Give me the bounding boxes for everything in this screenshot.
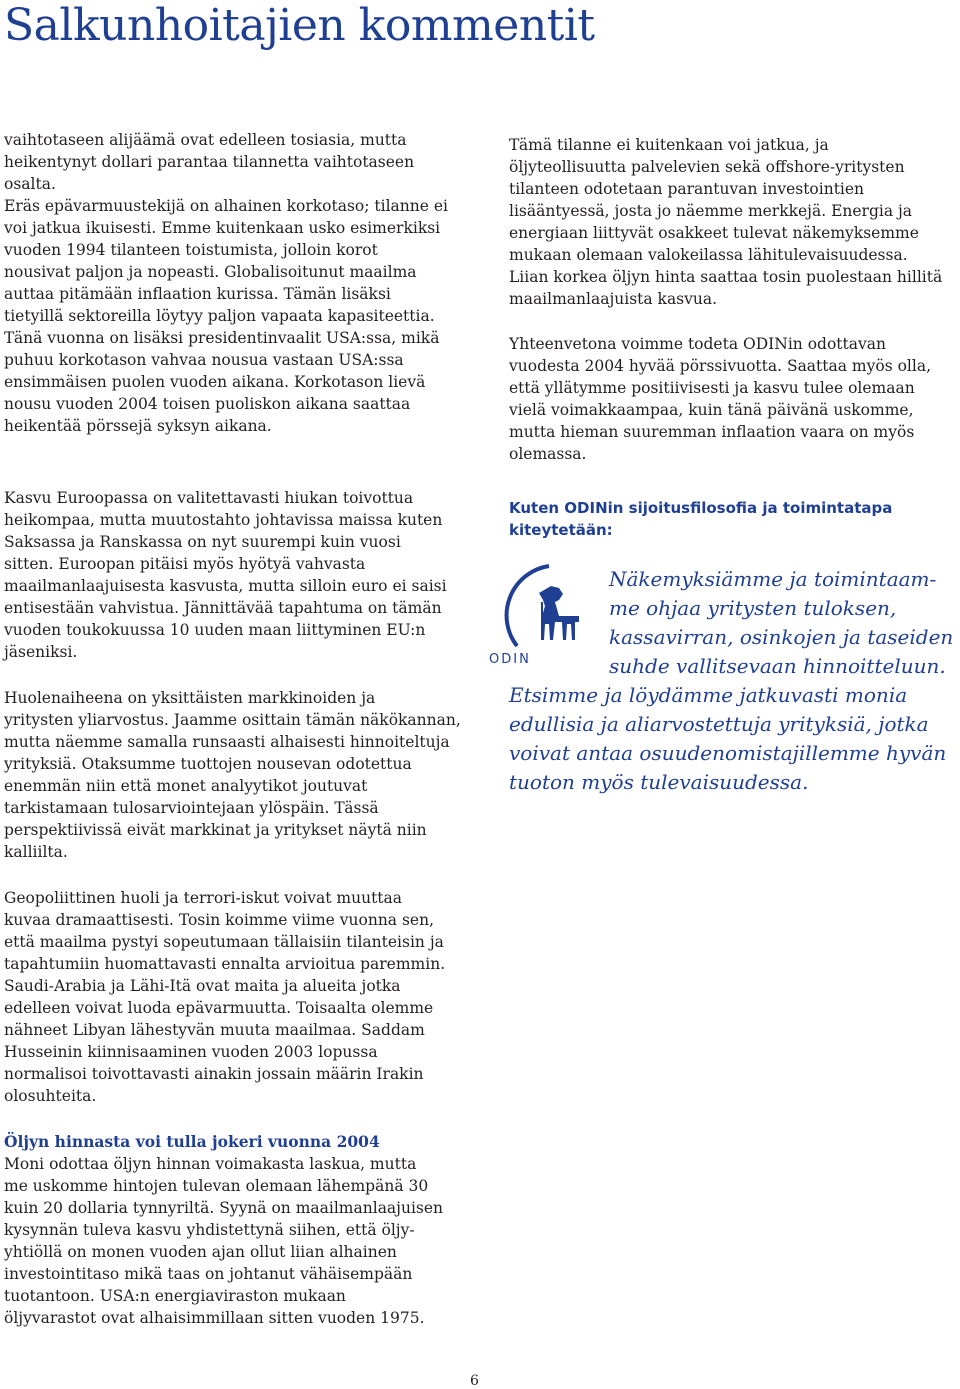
left-section-oil: Öljyn hinnasta voi tulla jokeri vuonna 2004 Moni odottaa öljyn hinnan voimakasta laskua, mutta me uskomme hintojen tulevan olemaan lähempänä 30 kuin 20 dollaria tynnyriltä. Syynä on maailmanlaajuisen kysynnän tuleva kasvu yhdistettynä siihen, että öljy- yhtiöllä on monen vuoden ajan ollut liian alhainen investointitaso mikä taas on johtanut vähäisempään tuotantoon. USA:n energiaviraston mukaan öljyvarastot ovat alhaisimmillaan sitten vuoden 1975. [4, 1131, 474, 1329]
section-heading: Öljyn hinnasta voi tulla jokeri vuonna 2004 [4, 1132, 380, 1151]
page-number: 6 [470, 1373, 479, 1389]
odin-logo [489, 558, 599, 668]
left-paragraph-5: Geopoliittinen huoli ja terrori-iskut voivat muuttaa kuvaa dramaattisesti. Tosin koimme viime vuonna sen, että maailma pystyi sopeutumaan tällaisiin tilanteisin ja tapahtumiin huomattavasti ennalta arvioitua paremmin. Saudi-Arabia ja Lähi-Itä ovat maita ja alueita jotka edelleen voivat luoda epävarmuutta. Toisaalta olemme nähneet Libyan lähestyvän muuta maailmaa. Saddam Husseinin kiinnisaaminen vuoden 2003 lopussa normalisoi toivottavasti ainakin jossain määrin Irakin olosuhteita. [4, 889, 446, 1105]
left-paragraph-2: Eräs epävarmuustekijä on alhainen korkotaso; tilanne ei voi jatkua ikuisesti. Emme kuitenkaan usko esimerkiksi vuoden 1994 tilanteen toistumista, jolloin korot nousivat paljon ja nopeasti. Globalisoitunut maailma auttaa pitämään inflaation kurissa. Tämän lisäksi tietyillä sektoreilla löytyy paljon vapaata kapasiteettia. Tänä vuonna on lisäksi presidentinvaalit USA:ssa, mikä puhuu korkotason vahvaa nousua vastaan USA:ssa ensimmäisen puolen vuoden aikana. Korkotason lievä nousu vuoden 2004 toisen puoliskon aikana saattaa heikentää pörssejä syksyn aikana. [4, 197, 448, 435]
right-paragraph-2: Yhteenvetona voimme todeta ODINin odottavan vuodesta 2004 hyvää pörssivuotta. Saattaa myös olla, että yllätymme positiivisesti ja kasvu tulee olemaan vielä voimakkaampaa, kuin tänä päivänä uskomme, mutta hieman suuremman inflaation vaara on myös olemassa. [509, 335, 931, 463]
philosophy-heading: Kuten ODINin sijoitusfilosofia ja toimintatapa kiteytetään: [509, 499, 893, 539]
left-paragraph-1: vaihtotaseen alijäämä ovat edelleen tosiasia, mutta heikentynyt dollari parantaa tilannetta vaihtotaseen osalta. [4, 131, 415, 193]
left-paragraph-4: Huolenaiheena on yksittäisten markkinoiden ja yritysten yliarvostus. Jaamme osittain tämän näkökannan, mutta näemme samalla runsaasti alhaisesti hinnoiteltuja yrityksiä. Otaksumme tuottojen nousevan odotettua enemmän niin että monet analyytikot joutuvat tarkistamaan tulosarviointejaan ylöspäin. Tässä perspektiivissä eivät markkinat ja yritykset näytä niin kalliilta. [4, 689, 461, 861]
left-paragraph-3: Kasvu Euroopassa on valitettavasti hiukan toivottua heikompaa, mutta muutostahto johtavissa maissa kuten Saksassa ja Ranskassa on nyt suurempi kuin vuosi sitten. Euroopan pitäisi myös hyötyä vahvasta maailmanlaajuisesta kasvusta, mutta silloin euro ei saisi entisestään vahvistua. Jännittävää tapahtuma on tämän vuoden toukokuussa 10 uuden maan liittyminen EU:n jäseniksi. [4, 489, 447, 661]
right-paragraph-1: Tämä tilanne ei kuitenkaan voi jatkua, ja öljyteollisuutta palvelevien sekä offshore-yritysten tilanteen odotetaan parantuvan investointien lisääntyessä, josta jo näemme merkkejä. Energia ja energiaan liittyvät osakkeet tulevat näkemyksemme mukaan olemaan valokeilassa lähitulevaisuudessa. Liian korkea öljyn hinta saattaa tosin puolestaan hillitä maailmanlaajuista kasvua. [509, 136, 943, 308]
horse-icon [539, 586, 579, 640]
logo-text: ODIN [489, 652, 531, 667]
quote-full: Etsimme ja löydämme jatkuvasti monia edullisia ja aliarvostettuja yrityksiä, jotka voivat antaa osuudenomistajillemme hyvän tuoton myös tulevaisuudessa. [509, 683, 947, 794]
quote-indented: Näkemyksiämme ja toimintaam- me ohjaa yritysten tuloksen, kassavirran, osinkojen ja taseiden suhde vallitsevaan hinnoitteluun. [609, 567, 954, 678]
page-title: Salkunhoitajien kommentit [4, 0, 595, 51]
